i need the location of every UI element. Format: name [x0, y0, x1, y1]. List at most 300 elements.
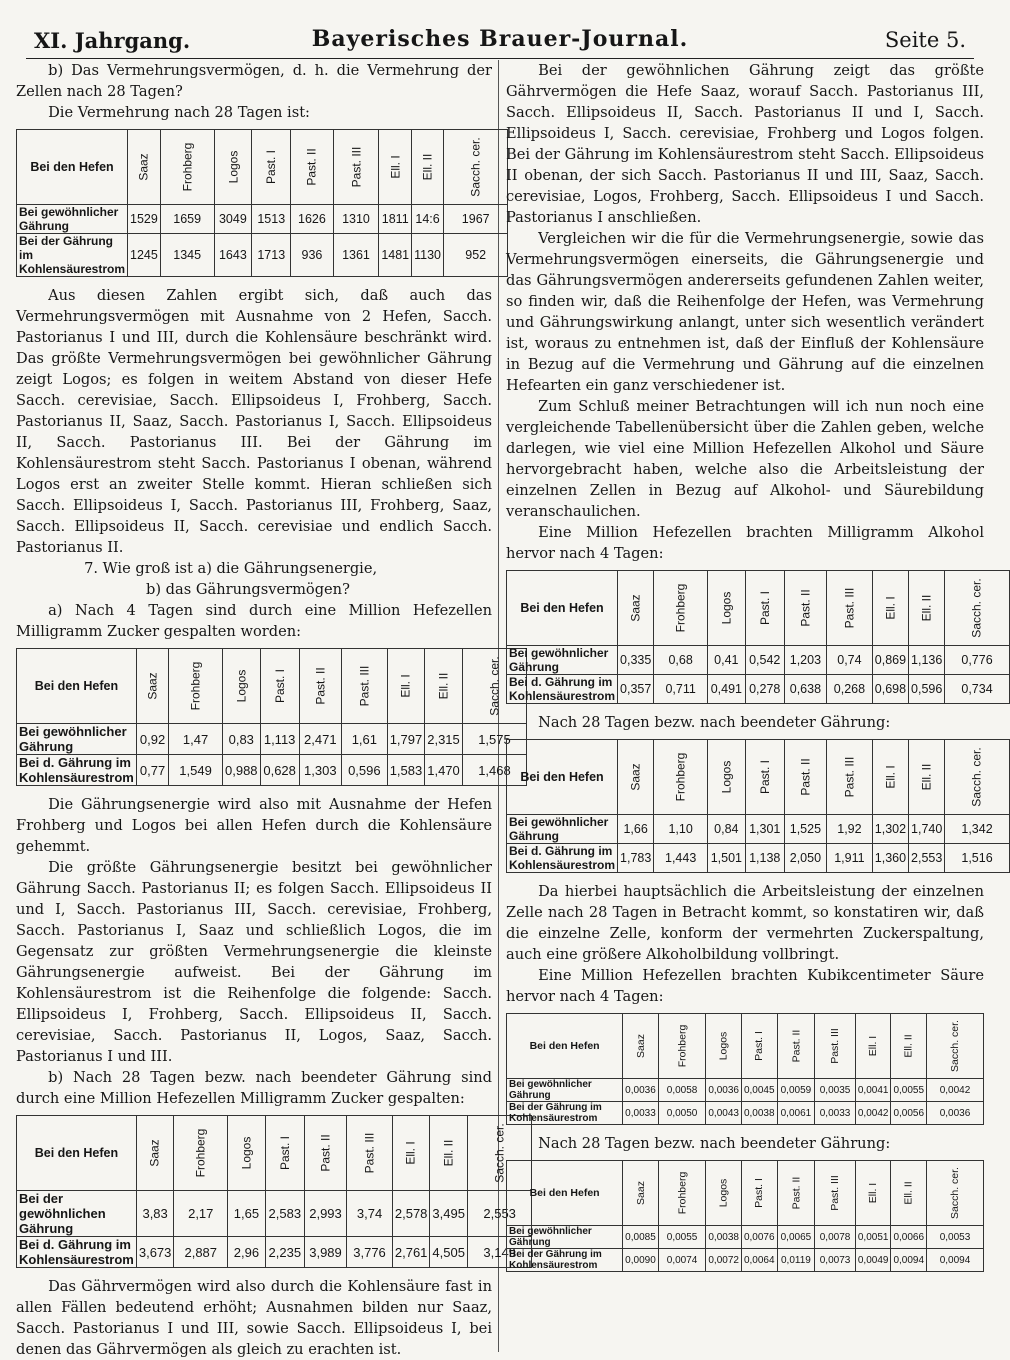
table-cell: 3,149 [467, 1237, 531, 1268]
column-header-text: Logos [719, 760, 734, 794]
column-header [387, 649, 425, 724]
column-header [160, 130, 214, 205]
column-header [927, 1161, 984, 1226]
table-row [507, 815, 1010, 844]
paragraph: Zum Schluß meiner Betrachtungen will ich nun noch eine vergleichende Tabellenübersicht über die Zahlen geben, welche darlegen, wie viel eine Million Hefezellen Alkohol und Säure hervorgebracht haben, welche also die Arbeitsleistung der einzelnen Zellen in Bezug auf Alkohol- und Säurebildung veranschaulichen. [506, 398, 984, 520]
table-cell: 0,0061 [777, 1102, 815, 1125]
table-cell: 0,0041 [855, 1079, 891, 1102]
table-cell: 2,993 [304, 1191, 346, 1237]
table-cell: 14:6 [412, 205, 444, 234]
table-header-row [17, 1116, 532, 1191]
table-cell: 2,887 [174, 1237, 228, 1268]
column-header [815, 1014, 856, 1079]
column-header-text: Past. II [313, 667, 328, 705]
column-header [784, 740, 826, 815]
column-header [222, 649, 260, 724]
row-label: Bei gewöhnlicher Gährung [17, 205, 128, 234]
column-header [741, 1014, 777, 1079]
column-header-text: Past. II [789, 1176, 802, 1210]
table-cell: 1,516 [945, 844, 1009, 873]
column-header-text: Logos [719, 591, 734, 625]
column-header [136, 1116, 174, 1191]
column-header-text: Ell. I [388, 155, 403, 179]
column-header-text: Ell. I [404, 1141, 419, 1165]
table-cell: 0,0076 [741, 1226, 777, 1249]
column-header [265, 1116, 304, 1191]
table-cell: 3049 [214, 205, 252, 234]
table-cell: 1,47 [169, 724, 223, 755]
paragraph: Die Vermehrung nach 28 Tagen ist: [48, 104, 310, 121]
column-header [128, 130, 161, 205]
column-header [252, 130, 291, 205]
column-header [618, 571, 654, 646]
table-cell: 936 [291, 234, 333, 277]
column-header-text: Saaz [145, 672, 160, 700]
table-cell: 1,525 [784, 815, 826, 844]
table-cell: 1345 [160, 234, 214, 277]
table-cell: 1,583 [387, 755, 425, 786]
column-header-text: Sacch. cer. [487, 656, 502, 716]
table-cell: 2,578 [392, 1191, 430, 1237]
table-cell: 0,734 [945, 675, 1009, 704]
question-heading: 7. Wie groß ist a) die Gährungsenergie, [84, 560, 378, 577]
column-header [214, 130, 252, 205]
column-header [855, 1014, 891, 1079]
column-header [815, 1161, 856, 1226]
table-header-row [507, 571, 1010, 646]
column-header-text: Sacch. cer. [970, 747, 985, 807]
column-header-text: Past. I [753, 1031, 766, 1061]
journal-title: Bayerisches Brauer-Journal. [311, 26, 689, 52]
column-header-label: Bei den Hefen [17, 649, 137, 724]
row-label: Bei gewöhnlicher Gährung [507, 815, 618, 844]
column-header [891, 1161, 927, 1226]
table-cell: 2,553 [909, 844, 945, 873]
column-header [228, 1116, 266, 1191]
data-table [16, 129, 508, 277]
column-header-text: Past. I [277, 1135, 292, 1171]
table-cell: 0,0053 [927, 1226, 984, 1249]
table-row [507, 1079, 984, 1102]
table-cell: 3,495 [430, 1191, 468, 1237]
column-header-text: Saaz [136, 153, 151, 181]
table-row [507, 1102, 984, 1125]
column-header [425, 649, 463, 724]
paragraph: Eine Million Hefezellen brachten Kubikcentimeter Säure hervor nach 4 Tagen: [506, 967, 984, 1005]
column-header-text: Ell. II [919, 763, 934, 791]
table-cell: 0,0042 [855, 1102, 891, 1125]
paragraph: Vergleichen wir die für die Vermehrungsenergie, sowie das Vermehrungsvermögen einerseits, die Gährungsenergie und das Gährungsvermögen andererseits gefundenen Zahlen weiter, so finden wir, daß die Reihenfolge der Hefen, was Vermehrung und Gährungswirkung anlangt, unter sich wesentlich verändert ist, woraus zu entnehmen ist, daß der Einfluß der Kohlensäure in Bezug auf die Vermehrung und Gährung auf die einzelnen Hefearten ein ganz verschiedener ist. [506, 230, 984, 394]
column-header-text: Logos [234, 669, 249, 703]
table-caption: Nach 28 Tagen bezw. nach beendeter Gährung: [538, 1135, 891, 1152]
table-cell: 0,268 [827, 675, 873, 704]
table-cell: 0,83 [222, 724, 260, 755]
column-header-text: Frohberg [188, 661, 203, 711]
table-header-row [507, 740, 1010, 815]
table-cell: 0,0033 [815, 1102, 856, 1125]
table-row [507, 1226, 984, 1249]
column-header-text: Past. II [304, 148, 319, 186]
table-cell: 0,0056 [891, 1102, 927, 1125]
table-cell: 0,776 [945, 646, 1009, 675]
column-header-text: Past. II [798, 758, 813, 796]
table-cell: 3,776 [347, 1237, 393, 1268]
table-cell: 1,911 [827, 844, 873, 873]
column-header-text: Sacch. cer. [970, 578, 985, 638]
table-cell: 0,0050 [658, 1102, 706, 1125]
row-label: Bei der Gährung im Kohlensäurestrom [17, 234, 128, 277]
table-cell: 4,505 [430, 1237, 468, 1268]
column-header [855, 1161, 891, 1226]
table-cell: 0,0036 [706, 1079, 742, 1102]
column-header-text: Saaz [634, 1181, 647, 1205]
column-header [304, 1116, 346, 1191]
column-header-text: Ell. II [902, 1181, 915, 1205]
table-cell: 0,0055 [891, 1079, 927, 1102]
table-cell: 0,0038 [741, 1102, 777, 1125]
data-table [506, 739, 1010, 873]
column-header [333, 130, 379, 205]
table-cell: 1713 [252, 234, 291, 277]
column-header [741, 1161, 777, 1226]
table-cell: 0,638 [784, 675, 826, 704]
column-header [745, 740, 784, 815]
column-header [169, 649, 223, 724]
column-header [658, 1161, 706, 1226]
paragraph: Eine Million Hefezellen brachten Milligramm Alkohol hervor nach 4 Tagen: [506, 524, 984, 562]
table-cell: 0,0072 [706, 1249, 742, 1272]
row-label: Bei gewöhnlicher Gährung [507, 646, 618, 675]
row-label: Bei der Gährung im Kohlensäurestrom [507, 1249, 623, 1272]
column-header-text: Past. III [829, 1175, 842, 1211]
column-header [827, 740, 873, 815]
table-cell: 0,988 [222, 755, 260, 786]
column-header [909, 740, 945, 815]
table-cell: 2,471 [299, 724, 341, 755]
table-cell: 1,92 [827, 815, 873, 844]
table-cell: 1,549 [169, 755, 223, 786]
table-cell: 0,0033 [623, 1102, 659, 1125]
table-cell: 0,542 [745, 646, 784, 675]
column-header-text: Ell. I [867, 1035, 880, 1057]
paragraph: Die größte Gährungsenergie besitzt bei gewöhnlicher Gährung Sacch. Pastorianus II; es folgen Sacch. Ellipsoideus II und I, Sacch. Pastorianus III, Sacch. cerevisiae, Frohberg, Sacch. Pastorianus I, Saaz und schließlich Logos, die im Gegensatz zur größten Vermehrungsenergie die kleinste Gährungsenergie aufweist. Bei der Gährung im Kohlensäurestrom ist die Reihenfolge die folgende: Sacch. Ellipsoideus I, Frohberg, Sacch. Ellipsoideus II, Sacch. cerevisiae, Sacch. Pastorianus II, Logos, Saaz, Sacch. Pastorianus I und III. [16, 859, 492, 1065]
column-header [872, 740, 908, 815]
table-cell: 0,0119 [777, 1249, 815, 1272]
table-cell: 0,278 [745, 675, 784, 704]
column-header-text: Logos [717, 1031, 730, 1061]
row-label: Bei d. Gährung im Kohlensäurestrom [17, 1237, 137, 1268]
column-header-text: Saaz [628, 594, 643, 622]
table-cell: 0,0045 [741, 1079, 777, 1102]
column-header [706, 1014, 742, 1079]
table-cell: 0,596 [342, 755, 388, 786]
column-header [136, 649, 168, 724]
table-cell: 0,0049 [855, 1249, 891, 1272]
column-header [658, 1014, 706, 1079]
table-cell: 1,303 [299, 755, 341, 786]
row-label: Bei der gewöhnlichen Gährung [17, 1191, 137, 1237]
column-header [347, 1116, 393, 1191]
right-column [506, 60, 993, 1352]
column-header-label: Bei den Hefen [507, 740, 618, 815]
column-header-text: Past. III [842, 587, 857, 629]
column-header [379, 130, 412, 205]
column-header [777, 1161, 815, 1226]
table-cell: 0,0043 [706, 1102, 742, 1125]
table-row [507, 675, 1010, 704]
column-header [299, 649, 341, 724]
table-cell: 0,0090 [623, 1249, 659, 1272]
column-header-text: Past. III [829, 1028, 842, 1064]
table-row [17, 205, 508, 234]
table-cell: 2,050 [784, 844, 826, 873]
column-header [784, 571, 826, 646]
table-row [17, 1237, 532, 1268]
table-cell: 2,235 [265, 1237, 304, 1268]
question-heading: b) das Gährungsvermögen? [146, 581, 350, 598]
table-cell: 0,0038 [706, 1226, 742, 1249]
column-header-text: Frohberg [676, 1171, 689, 1215]
table-cell: 0,0058 [658, 1079, 706, 1102]
data-table [506, 1160, 984, 1272]
column-header [945, 571, 1009, 646]
table-cell: 0,0051 [855, 1226, 891, 1249]
table-cell: 1,797 [387, 724, 425, 755]
column-header-text: Past. I [757, 759, 772, 795]
page-header [26, 22, 974, 59]
column-header-text: Past. III [357, 665, 372, 707]
column-header-text: Past. II [789, 1029, 802, 1063]
column-header-text: Frohberg [676, 1024, 689, 1068]
table-cell: 0,335 [618, 646, 654, 675]
table-caption: Nach 28 Tagen bezw. nach beendeter Gährung: [538, 714, 891, 731]
row-label: Bei gewöhnlicher Gährung [507, 1079, 623, 1102]
column-header-text: Ell. II [919, 594, 934, 622]
column-header-text: Past. I [272, 668, 287, 704]
column-header [891, 1014, 927, 1079]
volume-label: XI. Jahrgang. [34, 28, 191, 53]
column-header-text: Past. III [348, 146, 363, 188]
table-cell: 1,10 [654, 815, 708, 844]
table-row [17, 724, 527, 755]
table-cell: 0,0055 [658, 1226, 706, 1249]
data-table [506, 1013, 984, 1125]
column-header-text: Logos [225, 150, 240, 184]
table-cell: 3,989 [304, 1237, 346, 1268]
row-label: Bei d. Gährung im Kohlensäurestrom [17, 755, 137, 786]
table-cell: 0,41 [708, 646, 746, 675]
table-cell: 2,17 [174, 1191, 228, 1237]
table-cell: 2,553 [467, 1191, 531, 1237]
column-header-text: Ell. II [902, 1034, 915, 1058]
paragraph: Da hierbei hauptsächlich die Arbeitsleistung der einzelnen Zelle nach 28 Tagen in Betracht kommt, so konstatiren wir, daß die einzelne Zelle, konform der vermehrten Zuckerspaltung, auch eine größere Alkoholbildung vollbringt. [506, 883, 984, 963]
column-header-text: Frohberg [193, 1128, 208, 1178]
table-cell: 0,77 [136, 755, 168, 786]
column-header-text: Ell. I [883, 765, 898, 789]
column-header [654, 740, 708, 815]
column-header [392, 1116, 430, 1191]
table-cell: 0,0042 [927, 1079, 984, 1102]
column-header-text: Sacch. cer. [949, 1020, 962, 1072]
table-cell: 1,301 [745, 815, 784, 844]
paragraph: b) Das Vermehrungsvermögen, d. h. die Vermehrung der Zellen nach 28 Tagen? [16, 62, 492, 100]
table-cell: 0,0036 [927, 1102, 984, 1125]
table-cell: 1,468 [462, 755, 526, 786]
table-cell: 1,113 [260, 724, 299, 755]
table-cell: 1,740 [909, 815, 945, 844]
table-cell: 0,92 [136, 724, 168, 755]
table-cell: 0,0094 [927, 1249, 984, 1272]
table-header-row [507, 1014, 984, 1079]
column-header-text: Ell. I [398, 674, 413, 698]
table-cell: 0,0094 [891, 1249, 927, 1272]
column-header-text: Frohberg [180, 142, 195, 192]
table-cell: 0,0073 [815, 1249, 856, 1272]
row-label: Bei d. Gährung im Kohlensäurestrom [507, 844, 618, 873]
column-header-text: Saaz [628, 763, 643, 791]
table-row [507, 844, 1010, 873]
table-cell: 1,203 [784, 646, 826, 675]
column-header [291, 130, 333, 205]
table-cell: 1481 [379, 234, 412, 277]
table-header-row [17, 130, 508, 205]
table-cell: 952 [444, 234, 508, 277]
column-header [909, 571, 945, 646]
column-header [654, 571, 708, 646]
column-header [430, 1116, 468, 1191]
table-header-row [17, 649, 527, 724]
table-cell: 0,0085 [623, 1226, 659, 1249]
column-header [618, 740, 654, 815]
table-cell: 1513 [252, 205, 291, 234]
column-header-label: Bei den Hefen [507, 1161, 623, 1226]
row-label: Bei gewöhnlicher Gährung [17, 724, 137, 755]
table-cell: 1245 [128, 234, 161, 277]
column-header-text: Logos [717, 1178, 730, 1208]
table-row [17, 1191, 532, 1237]
column-header-text: Saaz [148, 1139, 163, 1167]
table-row [17, 234, 508, 277]
table-header-row [507, 1161, 984, 1226]
table-cell: 0,84 [708, 815, 746, 844]
column-header [777, 1014, 815, 1079]
table-cell: 0,491 [708, 675, 746, 704]
table-cell: 1,66 [618, 815, 654, 844]
left-column [16, 60, 516, 1358]
column-header [927, 1014, 984, 1079]
column-header-text: Saaz [634, 1034, 647, 1058]
column-header-text: Sacch. cer. [468, 137, 483, 197]
table-cell: 2,315 [425, 724, 463, 755]
table-cell: 2,761 [392, 1237, 430, 1268]
column-header-text: Ell. II [441, 1139, 456, 1167]
table-cell: 1643 [214, 234, 252, 277]
table-cell: 0,0066 [891, 1226, 927, 1249]
column-header [623, 1161, 659, 1226]
table-cell: 0,0035 [815, 1079, 856, 1102]
row-label: Bei d. Gährung im Kohlensäurestrom [507, 675, 618, 704]
column-header-text: Past. I [264, 149, 279, 185]
column-header-text: Frohberg [673, 752, 688, 802]
table-cell: 1310 [333, 205, 379, 234]
table-cell: 0,869 [872, 646, 908, 675]
table-cell: 1,138 [745, 844, 784, 873]
column-header-label: Bei den Hefen [507, 1014, 623, 1079]
table-cell: 1361 [333, 234, 379, 277]
table-cell: 3,673 [136, 1237, 174, 1268]
table-cell: 0,628 [260, 755, 299, 786]
table-row [507, 646, 1010, 675]
column-header-text: Ell. I [883, 596, 898, 620]
column-header-text: Sacch. cer. [949, 1167, 962, 1219]
table-cell: 0,596 [909, 675, 945, 704]
table-cell: 2,583 [265, 1191, 304, 1237]
paragraph: Das Gährvermögen wird also durch die Kohlensäure fast in allen Fällen bedeutend erhöht; Ausnahmen bilden nur Saaz, Sacch. Pastorianus I und III, sowie Sacch. Ellipsoideus I, bei denen das Gährvermögen als gleich zu erachten ist. [16, 1278, 492, 1358]
table-cell: 0,0065 [777, 1226, 815, 1249]
column-header-text: Past. I [757, 590, 772, 626]
column-header-text: Ell. I [867, 1182, 880, 1204]
column-header [623, 1014, 659, 1079]
table-cell: 1,360 [872, 844, 908, 873]
table-cell: 0,74 [827, 646, 873, 675]
table-cell: 1,575 [462, 724, 526, 755]
column-header-text: Logos [239, 1136, 254, 1170]
table-cell: 0,0078 [815, 1226, 856, 1249]
row-label: Bei der Gährung im Kohlensäurestrom [507, 1102, 623, 1125]
table-cell: 3,74 [347, 1191, 393, 1237]
column-header [706, 1161, 742, 1226]
column-header-text: Past. II [318, 1134, 333, 1172]
paragraph: Die Gährungsenergie wird also mit Ausnahme der Hefen Frohberg und Logos bei allen Hefen durch die Kohlensäure gehemmt. [16, 796, 492, 855]
column-header [945, 740, 1009, 815]
table-cell: 0,0074 [658, 1249, 706, 1272]
column-header-label: Bei den Hefen [507, 571, 618, 646]
column-header-text: Sacch. cer. [492, 1123, 507, 1183]
table-cell: 1,65 [228, 1191, 266, 1237]
table-cell: 0,698 [872, 675, 908, 704]
page-number: Seite 5. [884, 28, 966, 52]
table-cell: 1,470 [425, 755, 463, 786]
table-cell: 0,0036 [623, 1079, 659, 1102]
table-cell: 1626 [291, 205, 333, 234]
table-cell: 0,711 [654, 675, 708, 704]
data-table [16, 648, 527, 786]
table-cell: 1,501 [708, 844, 746, 873]
column-header-label: Bei den Hefen [17, 130, 128, 205]
table-cell: 1,302 [872, 815, 908, 844]
column-header [872, 571, 908, 646]
table-cell: 1967 [444, 205, 508, 234]
table-cell: 3,83 [136, 1191, 174, 1237]
row-label: Bei gewöhnlicher Gährung [507, 1226, 623, 1249]
column-header-text: Frohberg [673, 583, 688, 633]
column-header [745, 571, 784, 646]
article-columns [16, 60, 993, 1358]
table-row [507, 1249, 984, 1272]
paragraph: Aus diesen Zahlen ergibt sich, daß auch das Vermehrungsvermögen mit Ausnahme von 2 Hefen, Sacch. Pastorianus I und III, durch die Kohlensäure beschränkt wird. Das größte Vermehrungsvermögen bei gewöhnlicher Gährung zeigt Logos; es folgen in weitem Abstand von dieser Hefe Sacch. cerevisiae, Sacch. Ellipsoideus I, Frohberg, Sacch. Pastorianus II, Saaz, Sacch. Pastorianus I, Sacch. Ellipsoideus II, Sacch. Pastorianus III. Bei der Gährung im Kohlensäurestrom steht Sacch. Pastorianus I obenan, während Logos erst an zweiter Stelle kommt. Hieran schließen sich Sacch. Ellipsoideus I, Sacch. Pastorianus III, Frohberg, Saaz, Sacch. Ellipsoideus II, Sacch. cerevisiae und endlich Sacch. Pastorianus II. [16, 287, 492, 556]
table-row [17, 755, 527, 786]
column-header-text: Ell. II [420, 153, 435, 181]
table-cell: 1,443 [654, 844, 708, 873]
paragraph: Bei der gewöhnlichen Gährung zeigt das größte Gährvermögen die Hefe Saaz, worauf Sacch. Pastorianus III, Sacch. Ellipsoideus II, Sacch. Pastorianus II und I, Sacch. Ellipsoideus I, Sacch. cerevisiae, Frohberg und Logos folgen. Bei der Gährung im Kohlensäurestrom steht Sacch. Ellipsoideus II obenan, der sich Sacch. Pastorianus II und III, Saaz, Sacch. cerevisiae, Logos, Frohberg, Sacch. Ellipsoideus I und Sacch. Pastorianus I anschließen. [506, 62, 984, 226]
table-cell: 1,61 [342, 724, 388, 755]
table-cell: 1811 [379, 205, 412, 234]
column-header [174, 1116, 228, 1191]
column-header [260, 649, 299, 724]
column-header-text: Past. III [362, 1132, 377, 1174]
column-header [827, 571, 873, 646]
column-header [342, 649, 388, 724]
